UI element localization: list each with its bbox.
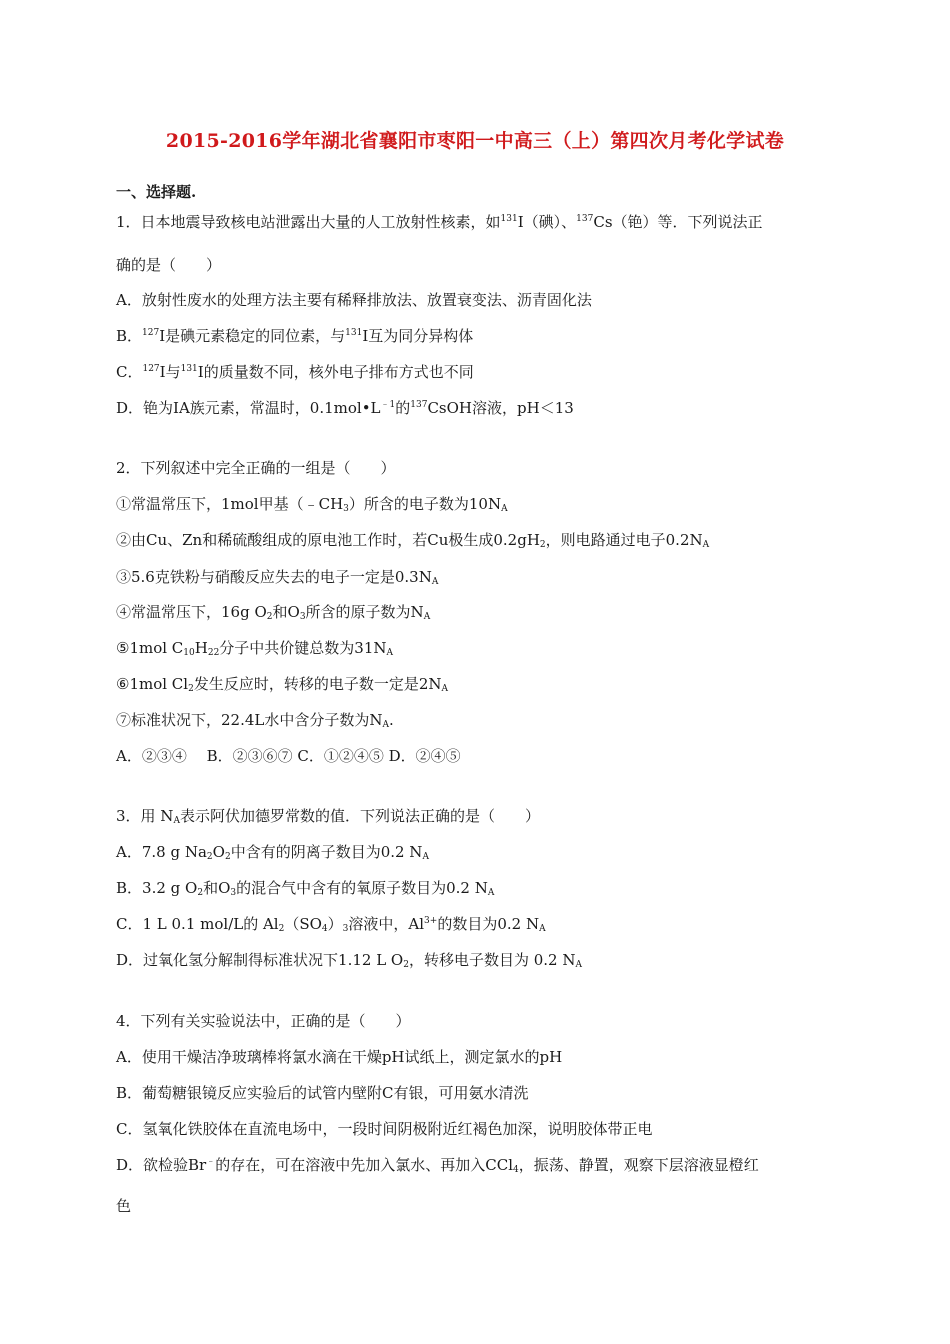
q4-option-b: B．葡萄糖银镜反应实验后的试管内壁附C有银，可用氨水清洗 bbox=[116, 1084, 529, 1102]
q4-option-d: D．欲检验Br﹣的存在，可在溶液中先加入氯水、再加入CCl$_4$，振荡、静置，观察下层溶液显橙红 bbox=[116, 1156, 759, 1175]
q2-item-1: ①常温常压下，1mol甲基$(﹣CH_3)$所含的电子数为$10N_A$ bbox=[116, 495, 508, 514]
q3-option-b: B．3.2 g $O_2$和$O_3$的混合气中含有的氧原子数目为0.2 $N_A$ bbox=[116, 879, 495, 898]
q1-option-d: D．铯为ⅠA族元素，常温时，$0.1mol•L^{﹣1}$的$^{137}$CsOH溶液，pH＜13 bbox=[116, 399, 574, 417]
q4-option-d-line2: 色 bbox=[116, 1197, 132, 1215]
q4-option-a: A．使用干燥洁净玻璃棒将氯水滴在干燥pH试纸上，测定氯水的pH bbox=[116, 1048, 563, 1066]
q2-stem: 2．下列叙述中完全正确的一组是（ ） bbox=[116, 459, 396, 477]
q3-option-a: A．7.8 g $Na_2O_2$中含有的阴离子数目为0.2 $N_A$ bbox=[116, 843, 429, 862]
q2-item-4: ④常温常压下，16g $O_2$和$O_3$所含的原子数为$N_A$ bbox=[116, 603, 431, 622]
q1-option-a: A．放射性废水的处理方法主要有稀释排放法、放置衰变法、沥青固化法 bbox=[116, 291, 592, 309]
q3-option-c: C．1 L 0.1 mol/L的 $Al_2(SO_4)_3$溶液中，$Al^{3+}$的数目为0.2 $N_A$ bbox=[116, 915, 546, 934]
q2-item-7: ⑦标准状况下，22.4L水中含分子数为$N_A$. bbox=[116, 711, 394, 730]
q4-stem: 4．下列有关实验说法中，正确的是（ ） bbox=[116, 1012, 411, 1030]
q1-stem-line1: 1．日本地震导致核电站泄露出大量的人工放射性核素，如$^{131}$I（碘）、$^{137}$Cs（铯）等．下列说法正 bbox=[116, 213, 763, 231]
q1-option-b: B．$^{127}$I是碘元素稳定的同位素，与$^{131}$I互为同分异构体 bbox=[116, 327, 474, 345]
q2-item-3: ③5.6克铁粉与硝酸反应失去的电子一定是$0.3N_A$ bbox=[116, 568, 439, 587]
page-title: 2015-2016学年湖北省襄阳市枣阳一中高三（上）第四次月考化学试卷 bbox=[165, 130, 785, 152]
section-title: 一、选择题. bbox=[116, 183, 197, 201]
q2-item-5: ⑤1mol $C_{10}H_{22}$分子中共价键总数为$31N_A$ bbox=[116, 639, 394, 658]
q2-options: A．②③④ B．②③⑥⑦ C．①②④⑤ D．②④⑤ bbox=[116, 747, 461, 765]
q3-stem: 3．用 $N_A$表示阿伏加德罗常数的值．下列说法正确的是（ ） bbox=[116, 807, 540, 826]
q2-item-6: ⑥1mol $Cl_2$发生反应时，转移的电子数一定是$2N_A$ bbox=[116, 675, 448, 694]
q4-option-c: C．氢氧化铁胶体在直流电场中，一段时间阴极附近红褐色加深，说明胶体带正电 bbox=[116, 1120, 653, 1138]
q1-option-c: C．$^{127}$I与$^{131}$I的质量数不同，核外电子排布方式也不同 bbox=[116, 363, 474, 381]
q1-stem-line2: 确的是（ ） bbox=[116, 256, 222, 274]
q2-item-2: ②由Cu、Zn和稀硫酸组成的原电池工作时，若Cu极生成$0.2gH_2$，则电路通过电子$0.2N_A$ bbox=[116, 531, 710, 550]
q3-option-d: D．过氧化氢分解制得标准状况下1.12 L $O_2$，转移电子数目为 0.2 $N_A$ bbox=[116, 951, 582, 970]
